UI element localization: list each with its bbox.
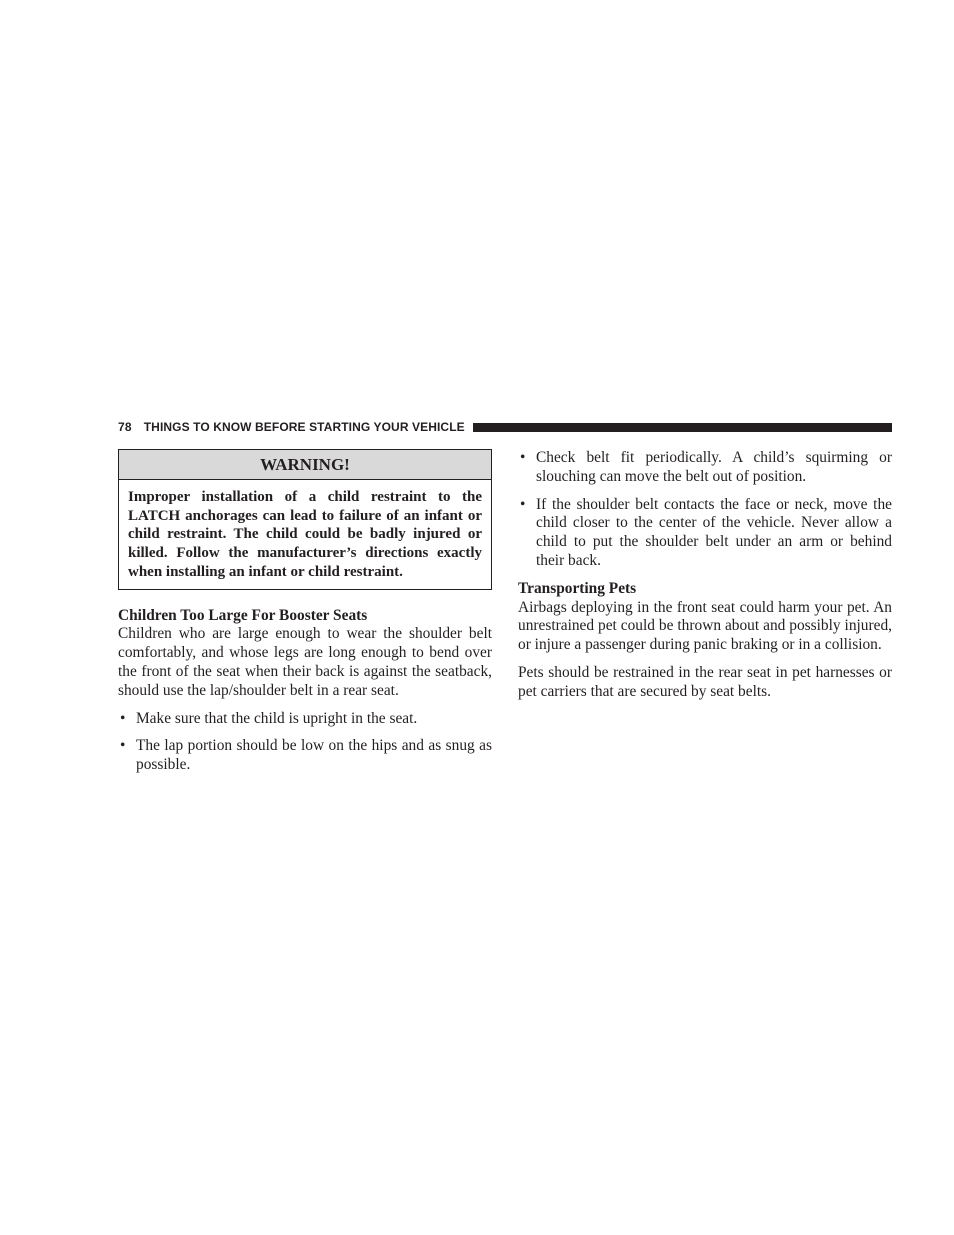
bullet-text: The lap portion should be low on the hips and as snug as possible. [136, 737, 492, 774]
bullet-icon: • [520, 449, 526, 466]
pets-heading: Transporting Pets [518, 579, 637, 597]
page-number: 78 [118, 420, 132, 434]
booster-paragraph: Children who are large enough to wear the shoulder belt comfortably, and whose legs are long enough to bend over the front of the seat when their back is against the seatback, should use the lap/shoulder belt in a rear seat. [118, 625, 492, 699]
booster-bullet-list-right [518, 449, 892, 571]
warning-body: Improper installation of a child restraint to the LATCH anchorages can lead to failure of an infant or child restraint. The child could be badly injured or killed. Follow the manufacturer’s directions exactly when installing an infant or child restraint. [128, 489, 482, 580]
page-header [118, 419, 892, 435]
bullet-text: Check belt fit periodically. A child’s squirming or slouching can move the belt out of position. [536, 449, 892, 485]
bullet-icon: • [520, 495, 526, 513]
list-item [518, 449, 892, 487]
bullet-icon: • [120, 709, 126, 727]
warning-title: WARNING! [119, 450, 491, 480]
header-rule [473, 423, 892, 432]
list-item [118, 737, 492, 775]
pets-paragraph-1: Airbags deploying in the front seat could harm your pet. An unrestrained pet could be thrown about and possibly injured, or injure a passenger during panic braking or in a collision. [518, 598, 892, 654]
booster-heading: Children Too Large For Booster Seats [118, 606, 368, 624]
warning-box [118, 449, 492, 590]
bullet-icon: • [120, 737, 126, 755]
left-column [118, 449, 492, 784]
list-item [118, 710, 492, 729]
list-item [518, 496, 892, 571]
right-column [518, 449, 892, 702]
section-title: THINGS TO KNOW BEFORE STARTING YOUR VEHICLE [143, 420, 465, 434]
bullet-text: Make sure that the child is upright in the seat. [136, 709, 418, 727]
bullet-text: If the shoulder belt contacts the face or neck, move the child closer to the center of the vehicle. Never allow a child to put the shoulder belt under an arm or behind their back. [536, 495, 892, 569]
booster-bullet-list-left [118, 710, 492, 775]
pets-paragraph-2: Pets should be restrained in the rear seat in pet harnesses or pet carriers that are secured by seat belts. [518, 663, 892, 700]
